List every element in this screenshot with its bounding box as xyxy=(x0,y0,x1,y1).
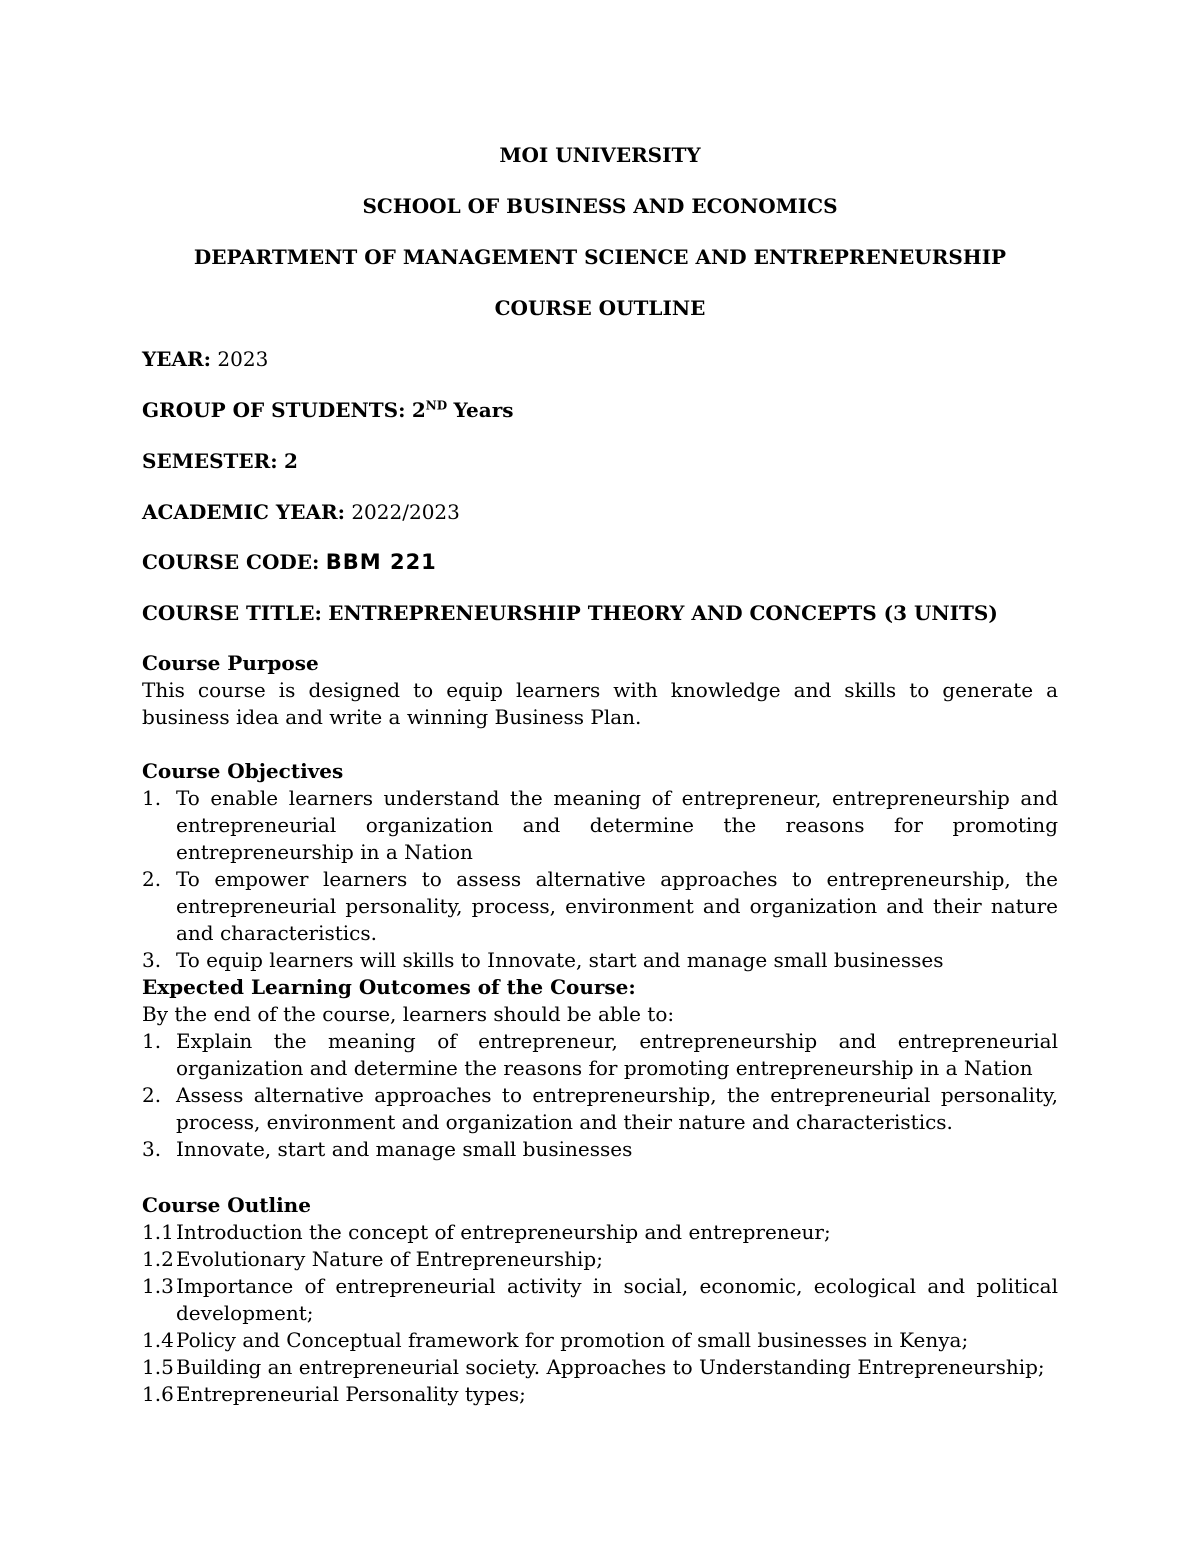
course-outline-list xyxy=(142,1219,1058,1408)
course-purpose-section xyxy=(142,650,1058,731)
list-item-text: Explain the meaning of entrepreneur, entrepreneurship and entrepreneurial organization and determine the reasons for promoting entrepreneurship in a Nation xyxy=(176,1029,1058,1080)
course-code-value: BBM 221 xyxy=(325,550,437,574)
list-item xyxy=(142,1246,1058,1273)
list-item-text: Policy and Conceptual framework for promotion of small businesses in Kenya; xyxy=(176,1328,969,1352)
year-value: 2023 xyxy=(217,347,269,371)
list-item-number: 3. xyxy=(142,1137,162,1161)
semester-field xyxy=(142,449,298,473)
list-item xyxy=(142,1354,1058,1381)
list-item-number: 1.5 xyxy=(142,1355,174,1379)
group-value-number: 2 xyxy=(411,398,426,422)
course-objectives-list xyxy=(142,785,1058,974)
group-label: GROUP OF STUDENTS: xyxy=(142,398,406,422)
university-name: MOI UNIVERSITY xyxy=(499,143,701,167)
list-item-number: 1.6 xyxy=(142,1382,174,1406)
course-title-label: COURSE TITLE: xyxy=(142,601,322,625)
list-item xyxy=(142,1381,1058,1408)
learning-outcomes-intro: By the end of the course, learners should be able to: xyxy=(142,1002,675,1026)
list-item xyxy=(142,785,1058,866)
list-item-number: 1. xyxy=(142,1029,162,1053)
list-item xyxy=(142,1082,1058,1136)
learning-outcomes-heading: Expected Learning Outcomes of the Course: xyxy=(142,975,636,999)
course-title-value: ENTREPRENEURSHIP THEORY AND CONCEPTS (3 UNITS) xyxy=(328,601,998,625)
list-item-number: 1.4 xyxy=(142,1328,174,1352)
list-item-text: Introduction the concept of entrepreneurship and entrepreneur; xyxy=(176,1220,831,1244)
list-item-text: Innovate, start and manage small businesses xyxy=(176,1137,633,1161)
list-item xyxy=(142,1219,1058,1246)
school-name: SCHOOL OF BUSINESS AND ECONOMICS xyxy=(362,194,838,218)
list-item-text: Building an entrepreneurial society. Approaches to Understanding Entrepreneurship; xyxy=(176,1355,1045,1379)
list-item-text: To equip learners will skills to Innovate, start and manage small businesses xyxy=(176,948,944,972)
list-item-text: Evolutionary Nature of Entrepreneurship; xyxy=(176,1247,603,1271)
list-item-text: Entrepreneurial Personality types; xyxy=(176,1382,526,1406)
academic-year-label: ACADEMIC YEAR: xyxy=(142,500,345,524)
list-item-text: To enable learners understand the meaning of entrepreneur, entrepreneurship and entrepreneurial organization and determine the reasons for promoting entrepreneurship in a Nation xyxy=(176,786,1058,864)
course-title-field xyxy=(142,601,998,625)
semester-label: SEMESTER: xyxy=(142,449,278,473)
list-item-number: 1.2 xyxy=(142,1247,174,1271)
course-objectives-heading: Course Objectives xyxy=(142,759,344,783)
group-field xyxy=(142,398,514,422)
list-item xyxy=(142,1136,1058,1163)
list-item xyxy=(142,1327,1058,1354)
department-name: DEPARTMENT OF MANAGEMENT SCIENCE AND ENTREPRENEURSHIP xyxy=(193,245,1007,269)
semester-value: 2 xyxy=(284,449,298,473)
list-item-number: 1. xyxy=(142,786,162,810)
learning-outcomes-section xyxy=(142,974,1058,1163)
list-item xyxy=(142,1028,1058,1082)
list-item-text: To empower learners to assess alternative approaches to entrepreneurship, the entrepreneurial personality, process, environment and organization and their nature and characteristics. xyxy=(176,867,1058,945)
group-value-suffix: ND xyxy=(425,398,448,413)
list-item-text: Importance of entrepreneurial activity in social, economic, ecological and political development; xyxy=(176,1274,1058,1325)
academic-year-value: 2022/2023 xyxy=(351,500,460,524)
list-item-number: 1.1 xyxy=(142,1220,174,1244)
document-title: COURSE OUTLINE xyxy=(494,296,706,320)
list-item-number: 3. xyxy=(142,948,162,972)
list-item xyxy=(142,947,1058,974)
group-value-rest: Years xyxy=(453,398,514,422)
course-code-label: COURSE CODE: xyxy=(142,550,320,574)
year-field xyxy=(142,347,268,371)
learning-outcomes-list xyxy=(142,1028,1058,1163)
course-objectives-section xyxy=(142,758,1058,974)
list-item-number: 2. xyxy=(142,1083,162,1107)
course-code-field xyxy=(142,550,437,574)
academic-year-field xyxy=(142,500,460,524)
course-outline-section xyxy=(142,1192,1058,1408)
year-label: YEAR: xyxy=(142,347,212,371)
list-item-number: 1.3 xyxy=(142,1274,174,1298)
course-outline-heading: Course Outline xyxy=(142,1193,311,1217)
list-item xyxy=(142,1273,1058,1327)
course-purpose-text: This course is designed to equip learners with knowledge and skills to generate a business idea and write a winning Business Plan. xyxy=(142,678,1058,729)
course-purpose-heading: Course Purpose xyxy=(142,651,319,675)
list-item-text: Assess alternative approaches to entrepreneurship, the entrepreneurial personality, process, environment and organization and their nature and characteristics. xyxy=(176,1083,1058,1134)
list-item-number: 2. xyxy=(142,867,162,891)
list-item xyxy=(142,866,1058,947)
